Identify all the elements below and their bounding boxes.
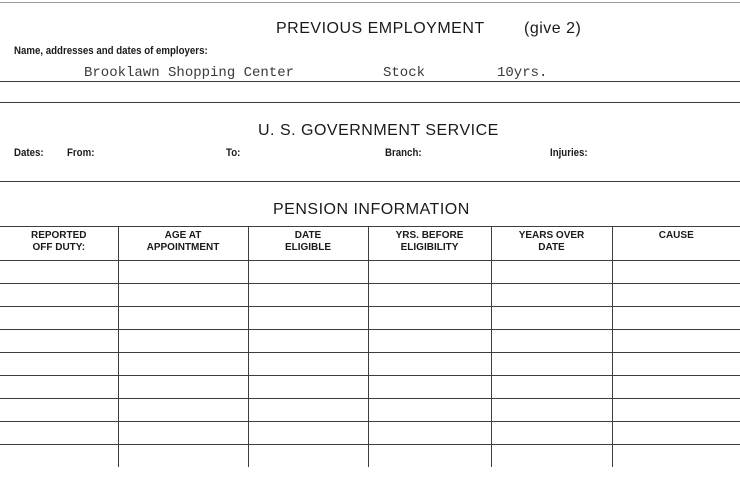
table-row: [0, 445, 740, 468]
to-label: To:: [226, 147, 241, 159]
previous-employment-note: (give 2): [524, 20, 582, 37]
table-row: [0, 399, 740, 422]
column-header-yrs-before-eligibility: YRS. BEFORE ELIGIBILITY: [368, 227, 491, 261]
table-row: [0, 330, 740, 353]
employers-field-label: Name, addresses and dates of employers:: [14, 45, 208, 57]
government-service-line: [0, 181, 740, 182]
from-label: From:: [67, 147, 95, 159]
dates-label: Dates:: [14, 147, 44, 159]
top-edge-rule: [0, 2, 740, 3]
employer-position-value: Stock: [383, 65, 426, 81]
employer-name-value: Brooklawn Shopping Center: [84, 65, 295, 81]
previous-employment-title: PREVIOUS EMPLOYMENT: [276, 20, 485, 37]
table-row: [0, 422, 740, 445]
column-header-reported-off-duty: REPORTED OFF DUTY:: [0, 227, 118, 261]
table-row: [0, 284, 740, 307]
injuries-label: Injuries:: [550, 147, 588, 159]
table-row: [0, 307, 740, 330]
column-header-age-at-appointment: AGE AT APPOINTMENT: [118, 227, 248, 261]
table-row: [0, 353, 740, 376]
pension-information-title: PENSION INFORMATION: [273, 201, 470, 218]
column-header-years-over-date: YEARS OVER DATE: [491, 227, 612, 261]
pension-table: [0, 227, 740, 467]
table-row: [0, 261, 740, 284]
government-service-title: U. S. GOVERNMENT SERVICE: [258, 122, 499, 139]
employer-duration-value: 10yrs.: [497, 65, 548, 81]
employer-entry-line-2: [0, 102, 740, 103]
employer-entry-line-1: [0, 81, 740, 82]
table-row: [0, 376, 740, 399]
branch-label: Branch:: [385, 147, 422, 159]
column-header-cause: CAUSE: [658, 230, 694, 241]
column-header-date-eligible: DATE ELIGIBLE: [248, 227, 368, 261]
